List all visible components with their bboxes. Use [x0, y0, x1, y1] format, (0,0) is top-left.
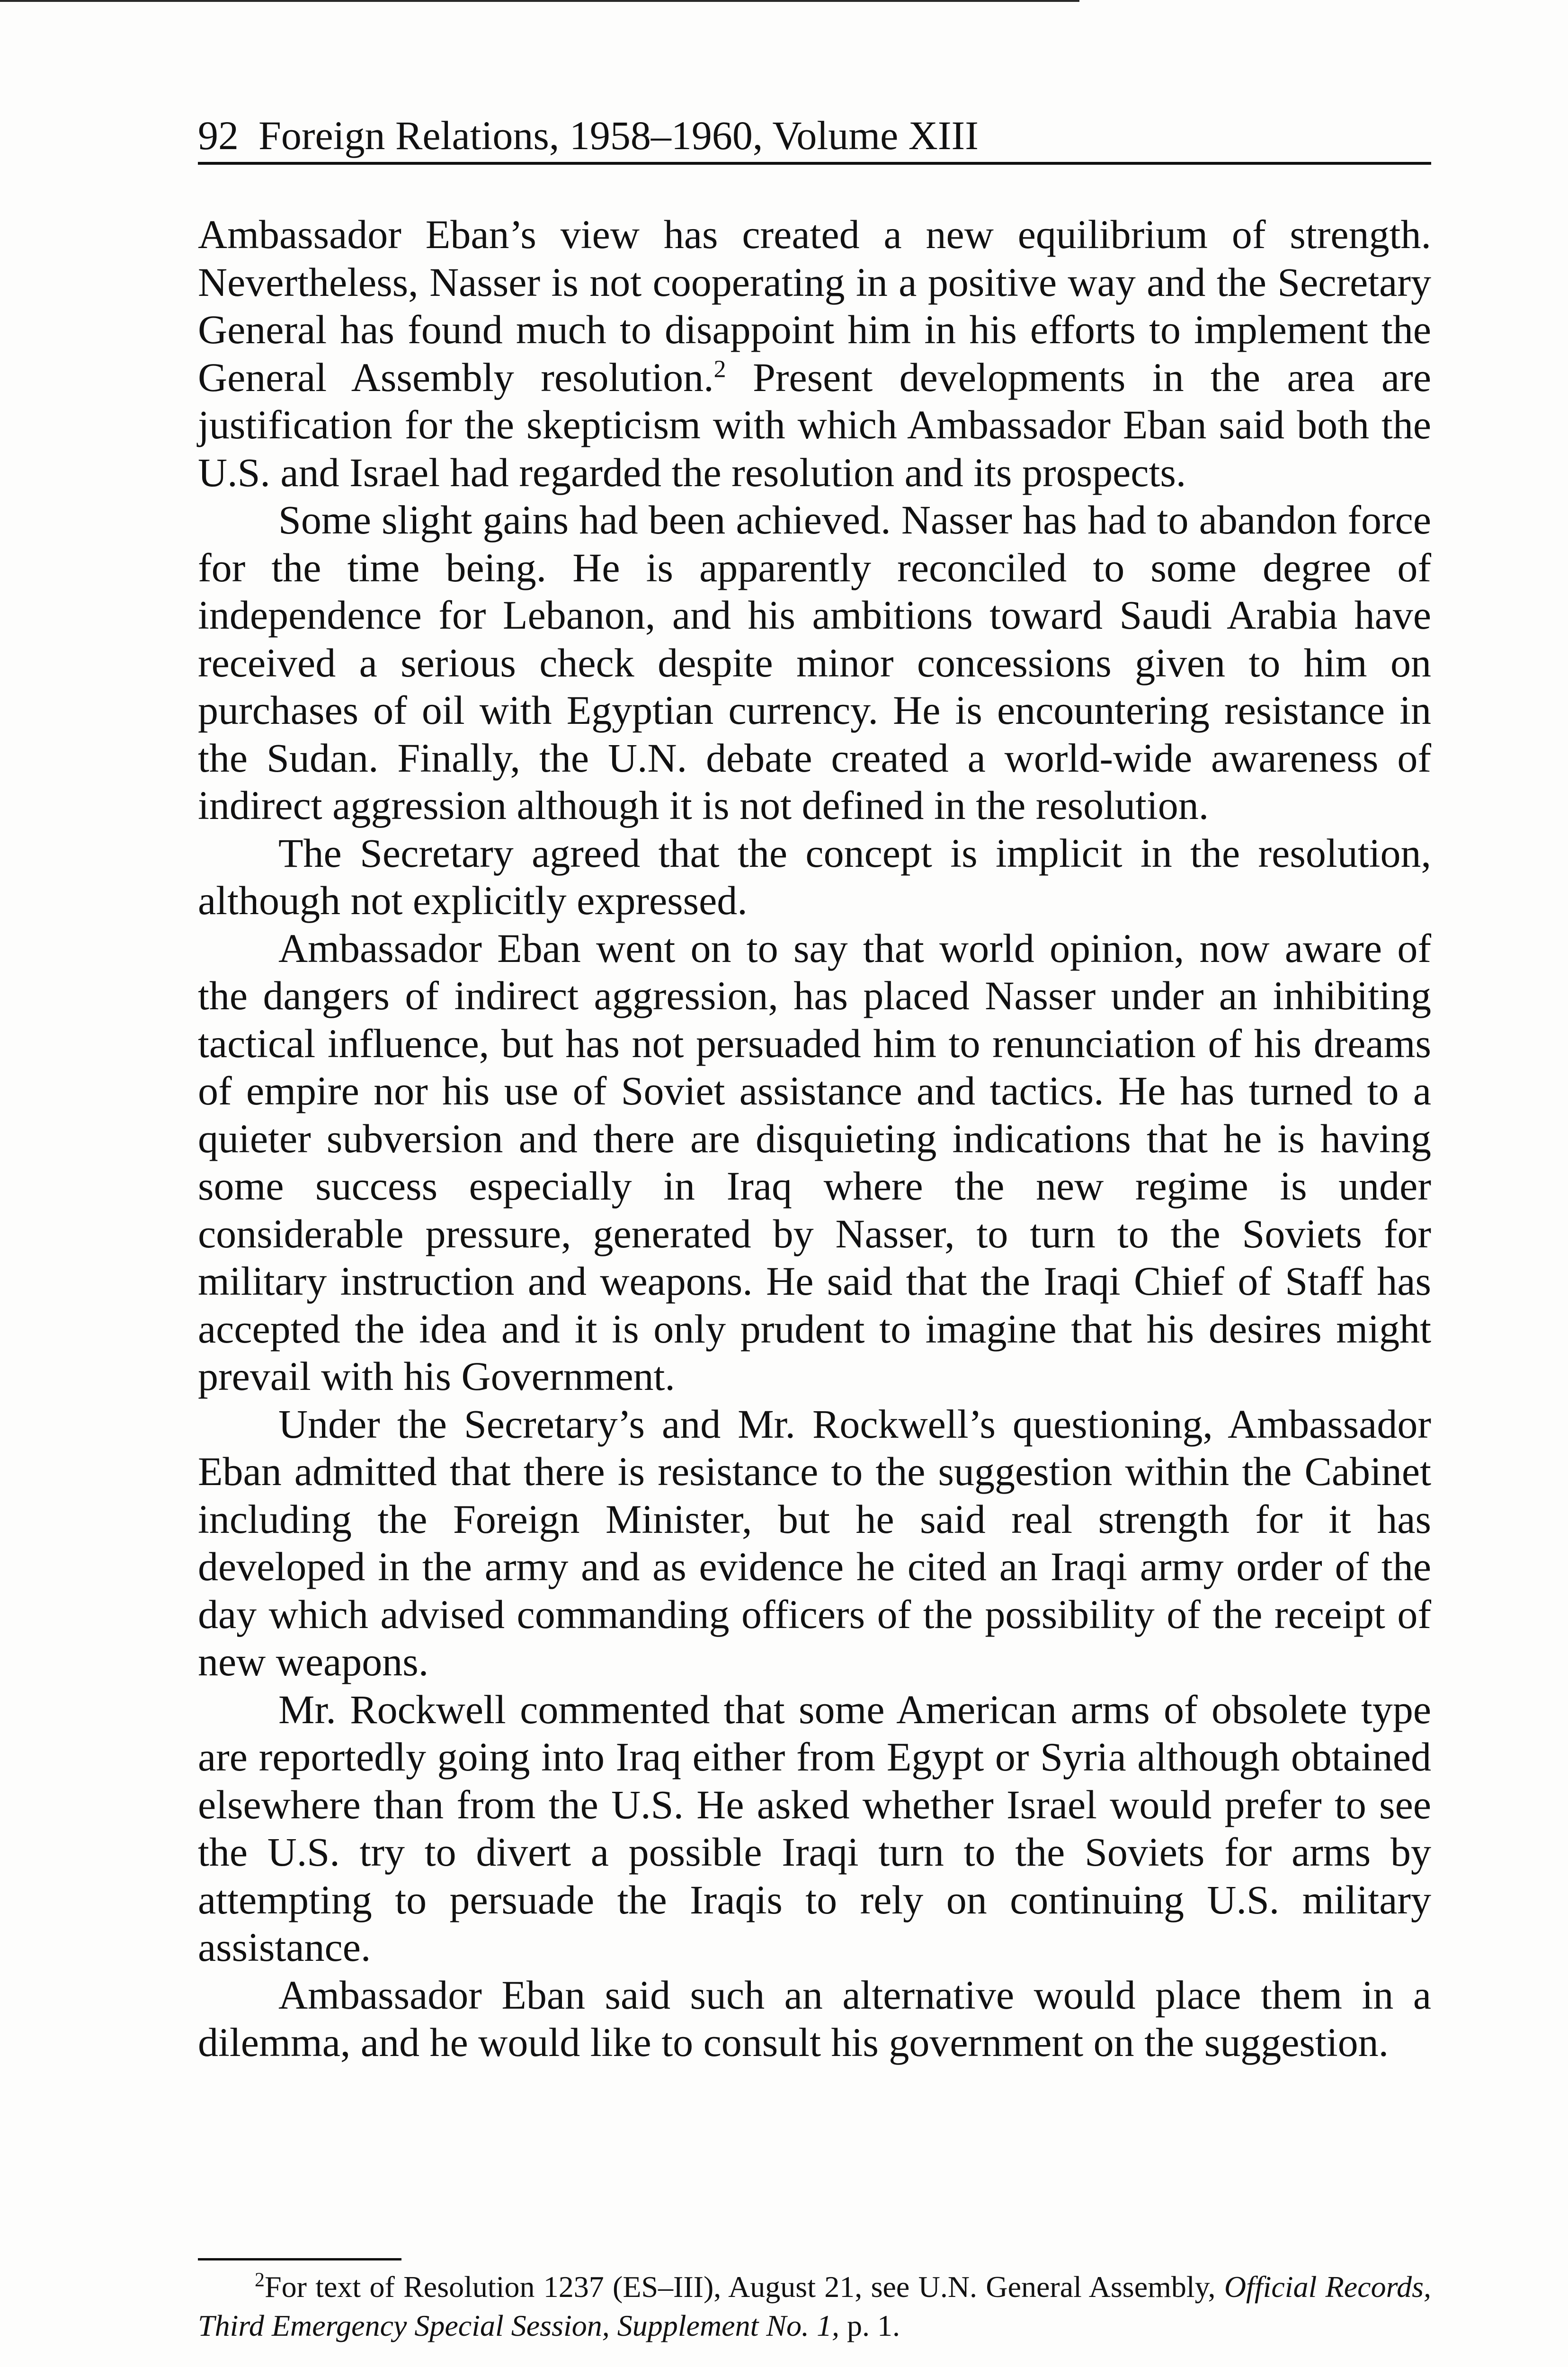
paragraph-1-text: Ambassador Eban’s view has created a new equilibrium of strength. Nevertheless, Nasser is not cooperating in a positive way and the Secretary General has found much to disappoint him in his efforts to implement the General Assembly resolution.: [198, 212, 1431, 400]
body-text: [198, 211, 1431, 2066]
paragraph-5: Under the Secretary’s and Mr. Rockwell’s questioning, Ambassador Eban admitted that there is resistance to the suggestion within the Cabinet including the Foreign Minister, but he said real strength for it has developed in the army and as evidence he cited an Iraqi army order of the day which advised commanding officers of the possibility of the receipt of new weapons.: [198, 1401, 1431, 1684]
footnote-text: For text of Resolution 1237 (ES–III), August 21, see U.N. General Assembly,: [265, 2270, 1224, 2304]
running-header: [198, 113, 1431, 165]
footnote-divider: [198, 2258, 401, 2260]
running-title: Foreign Relations, 1958–1960, Volume XIII: [258, 113, 979, 158]
paragraph-1: [198, 211, 1431, 496]
footnote-mark: 2: [255, 2269, 265, 2291]
paragraph-1-continued: Present developments in the area are justification for the skepticism with which Ambassador Eban said both the U.S. and Israel had regarded the resolution and its prospects.: [198, 354, 1431, 495]
paragraph-4: Ambassador Eban went on to say that world opinion, now aware of the dangers of indirect aggression, has placed Nasser under an inhibiting tactical influence, but has not persuaded him to renunciation of his dreams of empire nor his use of Soviet assistance and tactics. He has turned to a quieter subversion and there are disquieting indications that he is having some success especially in Iraq where the new regime is under considerable pressure, generated by Nasser, to turn to the Soviets for military instruction and weapons. He said that the Iraqi Chief of Staff has accepted the idea and it is only prudent to imagine that his desires might prevail with his Government.: [198, 925, 1431, 1399]
paragraph-6: Mr. Rockwell commented that some American arms of obsolete type are reportedly going into Iraq either from Egypt or Syria although obtained elsewhere than from the U.S. He asked whether Israel would prefer to see the U.S. try to divert a possible Iraqi turn to the Soviets for arms by attempting to persuade the Iraqis to rely on continuing U.S. military assistance.: [198, 1686, 1431, 1970]
scan-top-edge: [0, 0, 1079, 2]
paragraph-2: Some slight gains had been achieved. Nasser has had to abandon force for the time being. He is apparently reconciled to some degree of independence for Lebanon, and his ambitions toward Saudi Arabia have received a serious check despite minor concessions given to him on purchases of oil with Egyptian currency. He is encountering resistance in the Sudan. Finally, the U.N. debate created a world-wide awareness of indirect aggression although it is not defined in the resolution.: [198, 497, 1431, 828]
footnotes: [198, 2268, 1431, 2345]
footnote-citation-title: Official Records, Third Emergency Special Session, Supplement No. 1,: [198, 2270, 1432, 2342]
footnote-citation-page: p. 1.: [839, 2309, 900, 2342]
paragraph-3: The Secretary agreed that the concept is implicit in the resolution, although not explicitly expressed.: [198, 830, 1431, 923]
paragraph-7: Ambassador Eban said such an alternative would place them in a dilemma, and he would like to consult his government on the suggestion.: [198, 1972, 1431, 2065]
footnote-2: [198, 2268, 1431, 2345]
page-number: 92: [198, 113, 239, 158]
footnote-reference-2: 2: [713, 355, 726, 383]
